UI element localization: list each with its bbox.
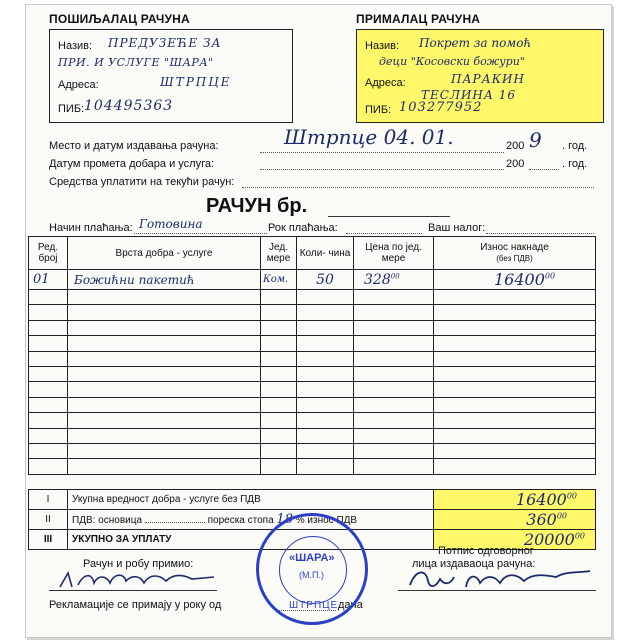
table-cell-empty [68, 336, 261, 351]
table-row-empty [29, 459, 596, 474]
stamp-mp: (М.П.) [299, 570, 324, 580]
table-row-empty [29, 351, 596, 366]
table-row-empty [29, 336, 596, 351]
table-cell-empty [297, 290, 354, 305]
table-cell-empty [434, 351, 596, 366]
summary-vat-base-label: ПДВ: основица [72, 515, 143, 526]
table-cell-empty [29, 305, 68, 320]
sender-pib-label: ПИБ: [58, 103, 85, 115]
receiver-pib-label: ПИБ: [365, 104, 392, 116]
sender-name-line2: ПРИ. И УСЛУГЕ "ШАРА" [58, 56, 214, 69]
table-cell-empty [29, 351, 68, 366]
table-cell-empty [29, 413, 68, 428]
row-amount [434, 270, 596, 290]
summary-vat-cell [68, 510, 434, 530]
table-cell-empty [68, 351, 261, 366]
summary-value-sup: 00 [574, 531, 585, 541]
table-cell-empty [261, 428, 297, 443]
sender-pib-value: 104495363 [84, 98, 174, 114]
table-cell-empty [297, 351, 354, 366]
row-unit: Ком. [261, 270, 297, 290]
account-label: Средства уплатити на текући рачун: [49, 176, 235, 188]
receiver-signature [54, 565, 224, 593]
table-cell-empty [297, 428, 354, 443]
table-cell-empty [354, 351, 434, 366]
summary-roman: III [29, 530, 68, 550]
table-cell-empty [68, 305, 261, 320]
summary-roman: I [29, 490, 68, 510]
receiver-name-line2: деци "Косовски божури" [379, 55, 525, 68]
supply-year-suffix: . год. [562, 158, 588, 170]
payment-method-label: Начин плаћања: [49, 222, 133, 234]
issue-year-prefix: 200 [506, 140, 525, 152]
table-cell-empty [261, 320, 297, 335]
table-cell-empty [434, 336, 596, 351]
table-row-empty [29, 428, 596, 443]
table-cell-empty [354, 290, 434, 305]
table-cell-empty [68, 428, 261, 443]
summary-value-text: 16400 [515, 490, 567, 509]
summary-value-text: 20000 [523, 530, 575, 549]
table-cell-empty [29, 459, 68, 474]
sender-box [49, 29, 293, 123]
place-date-value: Штрпце 04. 01. [284, 125, 454, 149]
table-cell-empty [261, 443, 297, 458]
header-qty: Коли- чина [297, 237, 354, 270]
table-cell-empty [354, 382, 434, 397]
receiver-address-label: Адреса: [365, 77, 406, 89]
table-cell-empty [68, 320, 261, 335]
table-row-empty [29, 290, 596, 305]
header-unit: Јед. мере [261, 237, 297, 270]
table-cell-empty [354, 366, 434, 381]
payment-method-value: Готовина [139, 217, 203, 231]
table-cell-empty [434, 397, 596, 412]
table-cell-empty [261, 351, 297, 366]
header-amount-note: (без ПДВ) [496, 254, 533, 263]
row-no: 01 [29, 270, 68, 290]
table-cell-empty [261, 305, 297, 320]
table-cell-empty [29, 290, 68, 305]
table-cell-empty [297, 459, 354, 474]
table-cell-empty [297, 336, 354, 351]
table-cell-empty [29, 336, 68, 351]
row-item: Божићни пакетић [68, 270, 261, 290]
summary-value-sup: 00 [566, 491, 577, 501]
receiver-pib-value: 103277952 [399, 100, 483, 115]
stamp-place: ШТРПЦЕ [289, 600, 339, 611]
invoice-title: РАЧУН бр. [206, 195, 308, 217]
table-row-empty [29, 382, 596, 397]
table-cell-empty [434, 305, 596, 320]
table-cell-empty [261, 459, 297, 474]
sender-heading: ПОШИЉАЛАЦ РАЧУНА [49, 12, 190, 26]
summary-label: Укупна вредност добра - услуге без ПДВ [68, 490, 434, 510]
table-cell-empty [261, 397, 297, 412]
table-cell-empty [68, 366, 261, 381]
table-cell-empty [354, 305, 434, 320]
table-cell-empty [68, 443, 261, 458]
table-cell-empty [354, 397, 434, 412]
table-cell-empty [261, 336, 297, 351]
table-cell-empty [29, 428, 68, 443]
company-stamp [256, 513, 368, 625]
table-cell-empty [68, 382, 261, 397]
summary-vat-percent-label: % износ ПДВ [295, 515, 358, 526]
receiver-name-label: Назив: [365, 40, 400, 52]
table-cell-empty [434, 443, 596, 458]
row-price [354, 270, 434, 290]
row-price-value: 328 [364, 271, 391, 288]
summary-vat-rate-value: 18 [276, 512, 293, 527]
table-cell-empty [354, 459, 434, 474]
complaints-label: Рекламације се примају у року од [49, 599, 222, 611]
table-cell-empty [261, 382, 297, 397]
table-cell-empty [297, 305, 354, 320]
payment-deadline-label: Рок плаћања: [268, 222, 338, 234]
receiver-box [356, 29, 604, 123]
issue-year-suffix: . год. [562, 140, 588, 152]
order-label: Ваш налог: [428, 222, 486, 234]
header-item: Врста добра - услуге [68, 237, 261, 270]
sender-address-label: Адреса: [58, 79, 99, 91]
sender-name-line1: ПРЕДУЗЕЋЕ ЗА [108, 36, 222, 50]
supply-year-prefix: 200 [506, 158, 525, 170]
table-cell-empty [297, 366, 354, 381]
table-cell-empty [29, 320, 68, 335]
received-label: Рачун и робу примио: [83, 558, 194, 570]
sender-address-value: ШТРПЦЕ [160, 75, 232, 89]
table-cell-empty [434, 320, 596, 335]
row-price-sup: 00 [390, 271, 400, 280]
table-row-empty [29, 397, 596, 412]
header-no: Ред. број [29, 237, 68, 270]
table-row [29, 270, 596, 290]
header-amount-label: Износ накнаде [480, 242, 549, 253]
table-cell-empty [68, 459, 261, 474]
table-cell-empty [434, 366, 596, 381]
table-cell-empty [297, 443, 354, 458]
table-row-empty [29, 443, 596, 458]
receiver-address-line2: ТЕСЛИНА 16 [421, 88, 517, 102]
items-table-header [29, 237, 596, 270]
sender-name-label: Назив: [58, 40, 93, 52]
table-cell-empty [297, 382, 354, 397]
table-cell-empty [297, 413, 354, 428]
table-cell-empty [297, 397, 354, 412]
invoice-form [25, 4, 612, 638]
table-row-empty [29, 366, 596, 381]
stamp-company: «ШАРА» [289, 552, 335, 564]
table-cell-empty [29, 443, 68, 458]
table-cell-empty [434, 290, 596, 305]
receiver-name-line1: Покрет за помоћ [419, 36, 532, 50]
summary-vat-rate-label: пореска стопа [207, 515, 274, 526]
table-cell-empty [434, 413, 596, 428]
issuer-signature [406, 565, 596, 593]
summary-value [434, 490, 596, 510]
table-cell-empty [29, 397, 68, 412]
days-label: дана [338, 599, 363, 611]
table-cell-empty [434, 382, 596, 397]
place-date-label: Место и датум издавања рачуна: [49, 140, 219, 152]
table-cell-empty [261, 290, 297, 305]
table-cell-empty [354, 320, 434, 335]
table-cell-empty [261, 413, 297, 428]
summary-label: УКУПНО ЗА УПЛАТУ [68, 530, 434, 550]
table-cell-empty [354, 428, 434, 443]
table-cell-empty [354, 336, 434, 351]
row-amount-sup: 00 [544, 271, 556, 281]
receiver-heading: ПРИМАЛАЦ РАЧУНА [356, 12, 481, 26]
summary-row [29, 490, 596, 510]
table-cell-empty [354, 443, 434, 458]
table-cell-empty [68, 290, 261, 305]
responsible-label-line2: лица издаваоца рачуна: [412, 558, 536, 570]
responsible-label-line1: Потпис одговорног [438, 545, 534, 557]
row-amount-value: 16400 [494, 270, 545, 289]
table-cell-empty [354, 413, 434, 428]
row-qty: 50 [297, 270, 354, 290]
summary-value-sup: 00 [556, 511, 567, 521]
items-table [28, 236, 596, 475]
header-price: Цена по јед. мере [354, 237, 434, 270]
table-cell-empty [29, 382, 68, 397]
table-cell-empty [297, 320, 354, 335]
empty-rows [29, 290, 596, 475]
receiver-address-line1: ПАРАКИН [451, 72, 525, 86]
header-amount [434, 237, 596, 270]
table-cell-empty [68, 397, 261, 412]
issue-year-digit: 9 [529, 128, 542, 152]
summary-roman: II [29, 510, 68, 530]
table-cell-empty [434, 459, 596, 474]
table-row-empty [29, 305, 596, 320]
table-cell-empty [261, 366, 297, 381]
table-row-empty [29, 320, 596, 335]
table-cell-empty [434, 428, 596, 443]
supply-date-label: Датум промета добара и услуга: [49, 158, 215, 170]
table-cell-empty [68, 413, 261, 428]
table-row-empty [29, 413, 596, 428]
table-cell-empty [29, 366, 68, 381]
summary-value-text: 360 [526, 510, 557, 529]
summary-value [434, 510, 596, 530]
